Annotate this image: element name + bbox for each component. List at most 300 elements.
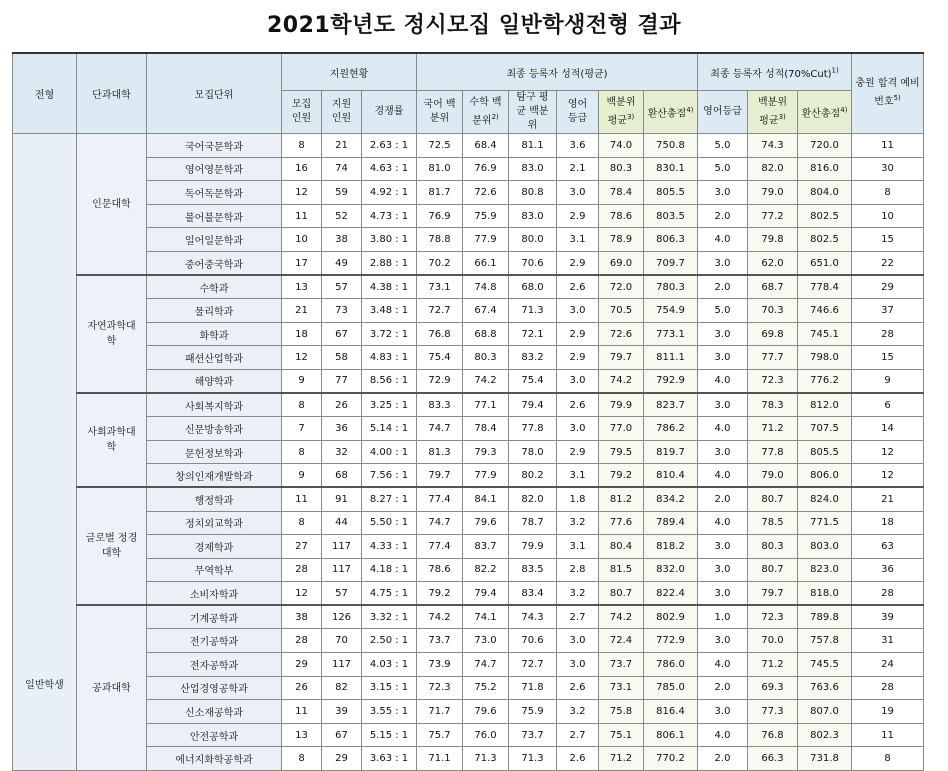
value-cell: 62.0 [748,251,798,275]
value-cell: 74.8 [463,275,509,299]
value-cell: 117 [322,558,362,582]
value-cell: 3.0 [698,440,748,464]
value-cell: 79.9 [509,535,557,559]
table-row [13,605,924,629]
value-cell: 12 [852,440,924,464]
value-cell: 5.0 [698,299,748,323]
value-cell: 77.8 [509,417,557,441]
value-cell: 802.5 [798,228,852,252]
header-english: 영어 등급 [557,91,599,134]
value-cell: 74.7 [463,653,509,677]
value-cell: 72.7 [417,299,463,323]
value-cell: 70.0 [748,629,798,653]
value-cell: 71.2 [748,653,798,677]
value-cell: 82 [322,676,362,700]
value-cell: 73.1 [417,275,463,299]
value-cell: 789.8 [798,605,852,629]
value-cell: 2.8 [557,558,599,582]
value-cell: 16 [282,157,322,181]
value-cell: 79.6 [463,511,509,535]
value-cell: 10 [282,228,322,252]
value-cell: 789.4 [644,511,698,535]
value-cell: 26 [282,676,322,700]
value-cell: 746.6 [798,299,852,323]
header-math: 수학 백분위$^{2)}$ [463,91,509,134]
value-cell: 9 [852,369,924,393]
unit-cell: 에너지화학공학과 [147,747,282,771]
value-cell: 8 [282,747,322,771]
value-cell: 2.9 [557,346,599,370]
value-cell: 75.9 [509,700,557,724]
value-cell: 117 [322,535,362,559]
value-cell: 75.4 [417,346,463,370]
value-cell: 71.3 [509,747,557,771]
value-cell: 74.3 [748,134,798,158]
value-cell: 830.1 [644,157,698,181]
value-cell: 819.7 [644,440,698,464]
unit-cell: 행정학과 [147,487,282,511]
value-cell: 77.4 [417,487,463,511]
value-cell: 75.7 [417,723,463,747]
value-cell: 3.0 [698,181,748,205]
table-row [13,228,924,252]
table-row [13,723,924,747]
results-table [12,52,924,771]
value-cell: 28 [852,676,924,700]
header-cut-conv: 환산총점$^{4)}$ [798,91,852,134]
value-cell: 73.7 [599,653,644,677]
value-cell: 806.0 [798,464,852,488]
value-cell: 780.3 [644,275,698,299]
value-cell: 79.9 [599,393,644,417]
value-cell: 28 [852,322,924,346]
value-cell: 2.6 [557,676,599,700]
value-cell: 74.0 [599,134,644,158]
unit-cell: 안전공학과 [147,723,282,747]
value-cell: 2.6 [557,275,599,299]
page-title: 2021학년도 정시모집 일반학생전형 결과 [267,13,681,38]
value-cell: 8 [282,440,322,464]
value-cell: 38 [282,605,322,629]
value-cell: 80.7 [599,582,644,606]
value-cell: 83.3 [417,393,463,417]
value-cell: 39 [852,605,924,629]
value-cell: 3.0 [698,251,748,275]
value-cell: 67 [322,322,362,346]
table-row [13,676,924,700]
value-cell: 77.9 [463,464,509,488]
value-cell: 3.1 [557,535,599,559]
unit-cell: 독어독문학과 [147,181,282,205]
value-cell: 21 [282,299,322,323]
value-cell: 80.3 [599,157,644,181]
value-cell: 72.3 [417,676,463,700]
value-cell: 707.5 [798,417,852,441]
value-cell: 3.0 [557,369,599,393]
table-row [13,464,924,488]
value-cell: 824.0 [798,487,852,511]
value-cell: 81.2 [599,487,644,511]
value-cell: 72.3 [748,605,798,629]
value-cell: 74 [322,157,362,181]
value-cell: 68.8 [463,322,509,346]
value-cell: 28 [282,629,322,653]
value-cell: 32 [322,440,362,464]
value-cell: 73.7 [417,629,463,653]
value-cell: 786.0 [644,653,698,677]
value-cell: 5.50 : 1 [362,511,417,535]
value-cell: 8 [282,393,322,417]
value-cell: 74.7 [417,511,463,535]
value-cell: 59 [322,181,362,205]
value-cell: 773.1 [644,322,698,346]
value-cell: 29 [322,747,362,771]
value-cell: 3.0 [698,558,748,582]
value-cell: 69.3 [748,676,798,700]
table-row [13,747,924,771]
value-cell: 2.6 [557,393,599,417]
value-cell: 71.3 [463,747,509,771]
value-cell: 2.9 [557,440,599,464]
value-cell: 79.4 [463,582,509,606]
unit-cell: 전자공학과 [147,653,282,677]
table-row [13,700,924,724]
value-cell: 816.0 [798,157,852,181]
value-cell: 19 [852,700,924,724]
value-cell: 3.2 [557,700,599,724]
value-cell: 29 [852,275,924,299]
value-cell: 83.0 [509,204,557,228]
value-cell: 4.0 [698,511,748,535]
value-cell: 806.3 [644,228,698,252]
value-cell: 4.00 : 1 [362,440,417,464]
value-cell: 52 [322,204,362,228]
value-cell: 78.6 [417,558,463,582]
value-cell: 76.0 [463,723,509,747]
value-cell: 3.0 [698,393,748,417]
value-cell: 10 [852,204,924,228]
value-cell: 3.0 [557,653,599,677]
header-inquiry: 탐구 평균 백분위 [509,91,557,134]
value-cell: 80.2 [509,464,557,488]
value-cell: 13 [282,723,322,747]
value-cell: 807.0 [798,700,852,724]
value-cell: 75.2 [463,676,509,700]
value-cell: 3.63 : 1 [362,747,417,771]
value-cell: 9 [282,369,322,393]
value-cell: 49 [322,251,362,275]
value-cell: 3.80 : 1 [362,228,417,252]
value-cell: 79.6 [463,700,509,724]
value-cell: 74.1 [463,605,509,629]
value-cell: 71.2 [599,747,644,771]
college-cell: 사회과학대학 [77,393,147,487]
unit-cell: 수학과 [147,275,282,299]
value-cell: 792.9 [644,369,698,393]
value-cell: 79.7 [417,464,463,488]
value-cell: 3.0 [557,629,599,653]
value-cell: 79.3 [463,440,509,464]
value-cell: 3.0 [557,181,599,205]
value-cell: 3.15 : 1 [362,676,417,700]
value-cell: 786.2 [644,417,698,441]
value-cell: 2.0 [698,676,748,700]
value-cell: 803.0 [798,535,852,559]
value-cell: 69.8 [748,322,798,346]
value-cell: 2.50 : 1 [362,629,417,653]
value-cell: 4.75 : 1 [362,582,417,606]
unit-cell: 신소재공학과 [147,700,282,724]
value-cell: 6 [852,393,924,417]
table-row [13,535,924,559]
value-cell: 57 [322,275,362,299]
table-row [13,322,924,346]
value-cell: 12 [852,464,924,488]
table-row [13,511,924,535]
value-cell: 832.0 [644,558,698,582]
value-cell: 82.0 [748,157,798,181]
value-cell: 68 [322,464,362,488]
value-cell: 4.63 : 1 [362,157,417,181]
table-row [13,181,924,205]
value-cell: 72.7 [509,653,557,677]
value-cell: 66.3 [748,747,798,771]
header-group-final: 최종 등록자 성적(평균) [417,53,698,91]
value-cell: 79.4 [509,393,557,417]
college-cell: 공과대학 [77,605,147,770]
value-cell: 80.7 [748,487,798,511]
value-cell: 15 [852,346,924,370]
value-cell: 3.2 [557,582,599,606]
value-cell: 78.0 [509,440,557,464]
value-cell: 4.0 [698,653,748,677]
value-cell: 81.0 [417,157,463,181]
value-cell: 76.9 [417,204,463,228]
unit-cell: 물리학과 [147,299,282,323]
unit-cell: 중어중국학과 [147,251,282,275]
value-cell: 74.2 [417,605,463,629]
value-cell: 4.0 [698,417,748,441]
header-cut-english: 영어등급 [698,91,748,134]
value-cell: 805.5 [644,181,698,205]
unit-cell: 불어불문학과 [147,204,282,228]
value-cell: 76.8 [417,322,463,346]
value-cell: 78.7 [509,511,557,535]
value-cell: 803.5 [644,204,698,228]
value-cell: 77.8 [748,440,798,464]
value-cell: 2.0 [698,204,748,228]
value-cell: 27 [282,535,322,559]
value-cell: 2.9 [557,251,599,275]
value-cell: 2.88 : 1 [362,251,417,275]
header-korean: 국어 백분위 [417,91,463,134]
value-cell: 73.9 [417,653,463,677]
value-cell: 3.0 [698,346,748,370]
value-cell: 3.0 [557,299,599,323]
value-cell: 80.4 [599,535,644,559]
value-cell: 24 [852,653,924,677]
college-cell: 글로벌 정경대학 [77,487,147,605]
value-cell: 70.3 [748,299,798,323]
value-cell: 651.0 [798,251,852,275]
value-cell: 84.1 [463,487,509,511]
value-cell: 812.0 [798,393,852,417]
value-cell: 8.56 : 1 [362,369,417,393]
value-cell: 12 [282,346,322,370]
college-cell: 인문대학 [77,134,147,276]
value-cell: 802.5 [798,204,852,228]
value-cell: 72.0 [599,275,644,299]
table-row [13,369,924,393]
table-row [13,204,924,228]
table-row [13,653,924,677]
unit-cell: 사회복지학과 [147,393,282,417]
value-cell: 26 [322,393,362,417]
value-cell: 12 [282,582,322,606]
value-cell: 74.7 [417,417,463,441]
value-cell: 2.6 [557,747,599,771]
value-cell: 8 [852,747,924,771]
value-cell: 4.73 : 1 [362,204,417,228]
value-cell: 4.0 [698,369,748,393]
value-cell: 805.5 [798,440,852,464]
value-cell: 78.4 [463,417,509,441]
table-row [13,629,924,653]
value-cell: 4.0 [698,464,748,488]
value-cell: 2.0 [698,487,748,511]
value-cell: 750.8 [644,134,698,158]
header-applicants: 지원 인원 [322,91,362,134]
value-cell: 806.1 [644,723,698,747]
table-row [13,440,924,464]
value-cell: 68.7 [748,275,798,299]
value-cell: 79.2 [599,464,644,488]
value-cell: 2.0 [698,275,748,299]
value-cell: 72.6 [463,181,509,205]
value-cell: 11 [282,204,322,228]
value-cell: 76.8 [748,723,798,747]
unit-cell: 패션산업학과 [147,346,282,370]
value-cell: 3.25 : 1 [362,393,417,417]
value-cell: 36 [322,417,362,441]
value-cell: 757.8 [798,629,852,653]
header-unit: 모집단위 [147,53,282,134]
value-cell: 816.4 [644,700,698,724]
value-cell: 58 [322,346,362,370]
value-cell: 70.6 [509,251,557,275]
unit-cell: 신문방송학과 [147,417,282,441]
value-cell: 81.7 [417,181,463,205]
value-cell: 77.1 [463,393,509,417]
value-cell: 82.2 [463,558,509,582]
value-cell: 3.55 : 1 [362,700,417,724]
value-cell: 28 [852,582,924,606]
value-cell: 83.7 [463,535,509,559]
value-cell: 79.7 [748,582,798,606]
value-cell: 77.2 [748,204,798,228]
table-row [13,487,924,511]
value-cell: 4.18 : 1 [362,558,417,582]
header-cut-pct: 백분위 평균$^{3)}$ [748,91,798,134]
value-cell: 80.0 [509,228,557,252]
value-cell: 21 [852,487,924,511]
value-cell: 4.0 [698,228,748,252]
value-cell: 73.0 [463,629,509,653]
value-cell: 72.5 [417,134,463,158]
value-cell: 9 [282,464,322,488]
value-cell: 798.0 [798,346,852,370]
value-cell: 78.9 [599,228,644,252]
value-cell: 5.15 : 1 [362,723,417,747]
value-cell: 75.9 [463,204,509,228]
value-cell: 71.1 [417,747,463,771]
unit-cell: 무역학부 [147,558,282,582]
value-cell: 80.8 [509,181,557,205]
value-cell: 36 [852,558,924,582]
value-cell: 79.8 [748,228,798,252]
value-cell: 21 [322,134,362,158]
value-cell: 13 [282,275,322,299]
table-row [13,558,924,582]
track-cell: 일반학생 [13,134,77,771]
value-cell: 77.0 [599,417,644,441]
value-cell: 71.2 [748,417,798,441]
value-cell: 8.27 : 1 [362,487,417,511]
value-cell: 3.0 [698,629,748,653]
value-cell: 5.0 [698,157,748,181]
table-row [13,251,924,275]
value-cell: 83.5 [509,558,557,582]
value-cell: 79.5 [599,440,644,464]
value-cell: 745.5 [798,653,852,677]
table-row [13,346,924,370]
value-cell: 72.1 [509,322,557,346]
value-cell: 77.3 [748,700,798,724]
unit-cell: 경제학과 [147,535,282,559]
value-cell: 7.56 : 1 [362,464,417,488]
value-cell: 3.0 [698,322,748,346]
value-cell: 126 [322,605,362,629]
header-waitlist: 충원 합격 예비번호$^{5)}$ [852,53,924,134]
value-cell: 22 [852,251,924,275]
header-college: 단과대학 [77,53,147,134]
value-cell: 57 [322,582,362,606]
value-cell: 1.0 [698,605,748,629]
value-cell: 8 [282,511,322,535]
value-cell: 3.2 [557,511,599,535]
value-cell: 785.0 [644,676,698,700]
value-cell: 79.2 [417,582,463,606]
value-cell: 77 [322,369,362,393]
table-row [13,393,924,417]
value-cell: 4.92 : 1 [362,181,417,205]
value-cell: 3.0 [557,417,599,441]
value-cell: 770.2 [644,747,698,771]
value-cell: 802.3 [798,723,852,747]
value-cell: 3.72 : 1 [362,322,417,346]
value-cell: 4.83 : 1 [362,346,417,370]
value-cell: 75.8 [599,700,644,724]
value-cell: 81.3 [417,440,463,464]
value-cell: 79.0 [748,464,798,488]
value-cell: 771.5 [798,511,852,535]
value-cell: 3.0 [698,700,748,724]
value-cell: 12 [282,181,322,205]
value-cell: 68.4 [463,134,509,158]
unit-cell: 산업경영공학과 [147,676,282,700]
value-cell: 3.0 [698,582,748,606]
value-cell: 14 [852,417,924,441]
